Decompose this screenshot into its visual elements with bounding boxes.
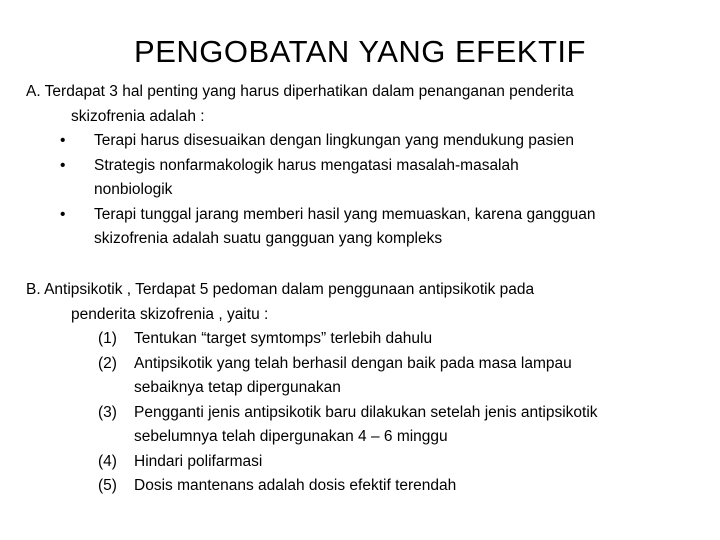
item-text-line1: Tentukan “target symtomps” terlebih dahulu xyxy=(134,330,433,347)
item-number: (2) xyxy=(98,354,117,372)
list-item xyxy=(26,203,706,252)
item-text-line1: Hindari polifarmasi xyxy=(134,452,263,470)
section-b-heading-line1: B. Antipsikotik , Terdapat 5 pedoman dalam penggunaan antipsikotik pada xyxy=(26,281,535,298)
item-text xyxy=(134,401,694,450)
bullet-text xyxy=(94,154,694,203)
item-text-line2: sebelumnya telah dipergunakan 4 – 6 minggu xyxy=(134,428,448,445)
list-item xyxy=(26,154,706,203)
bullet-text xyxy=(94,129,694,154)
item-text-line1: Pengganti jenis antipsikotik baru dilakukan setelah jenis antipsikotik xyxy=(134,403,598,421)
list-item xyxy=(26,129,706,154)
bullet-text-line2: skizofrenia adalah suatu gangguan yang kompleks xyxy=(94,230,443,247)
section-b xyxy=(26,278,706,499)
item-number: (3) xyxy=(98,403,117,421)
item-number: (4) xyxy=(98,452,117,470)
list-item xyxy=(26,401,706,450)
bullet-icon: • xyxy=(60,156,66,174)
section-a-heading-line1: A. Terdapat 3 hal penting yang harus diperhatikan dalam penanganan penderita xyxy=(26,83,574,100)
list-item xyxy=(26,327,706,352)
bullet-text xyxy=(94,203,694,252)
slide-title: PENGOBATAN YANG EFEKTIF xyxy=(134,34,586,69)
bullet-text-line2: nonbiologik xyxy=(94,181,173,198)
list-item xyxy=(26,352,706,401)
item-text-line1: Dosis mantenans adalah dosis efektif terendah xyxy=(134,477,457,494)
item-text-line1: Antipsikotik yang telah berhasil dengan baik pada masa lampau xyxy=(134,354,572,372)
bullet-text-line1: Terapi harus disesuaikan dengan lingkungan yang mendukung pasien xyxy=(94,132,574,149)
section-b-heading-line2: penderita skizofrenia , yaitu : xyxy=(71,305,269,323)
item-text xyxy=(134,450,694,475)
section-a xyxy=(26,80,706,252)
item-text xyxy=(134,327,694,352)
bullet-icon: • xyxy=(60,205,66,223)
item-text xyxy=(134,474,694,499)
bullet-text-line1: Terapi tunggal jarang memberi hasil yang memuaskan, karena gangguan xyxy=(94,205,596,223)
section-a-heading-line2: skizofrenia adalah : xyxy=(71,107,205,125)
item-text-line2: sebaiknya tetap dipergunakan xyxy=(134,379,341,396)
item-number: (5) xyxy=(98,477,117,494)
list-item xyxy=(26,474,706,499)
item-text xyxy=(134,352,694,401)
bullet-icon: • xyxy=(60,132,66,149)
bullet-text-line1: Strategis nonfarmakologik harus mengatasi masalah-masalah xyxy=(94,156,519,174)
item-number: (1) xyxy=(98,330,117,347)
list-item xyxy=(26,450,706,475)
